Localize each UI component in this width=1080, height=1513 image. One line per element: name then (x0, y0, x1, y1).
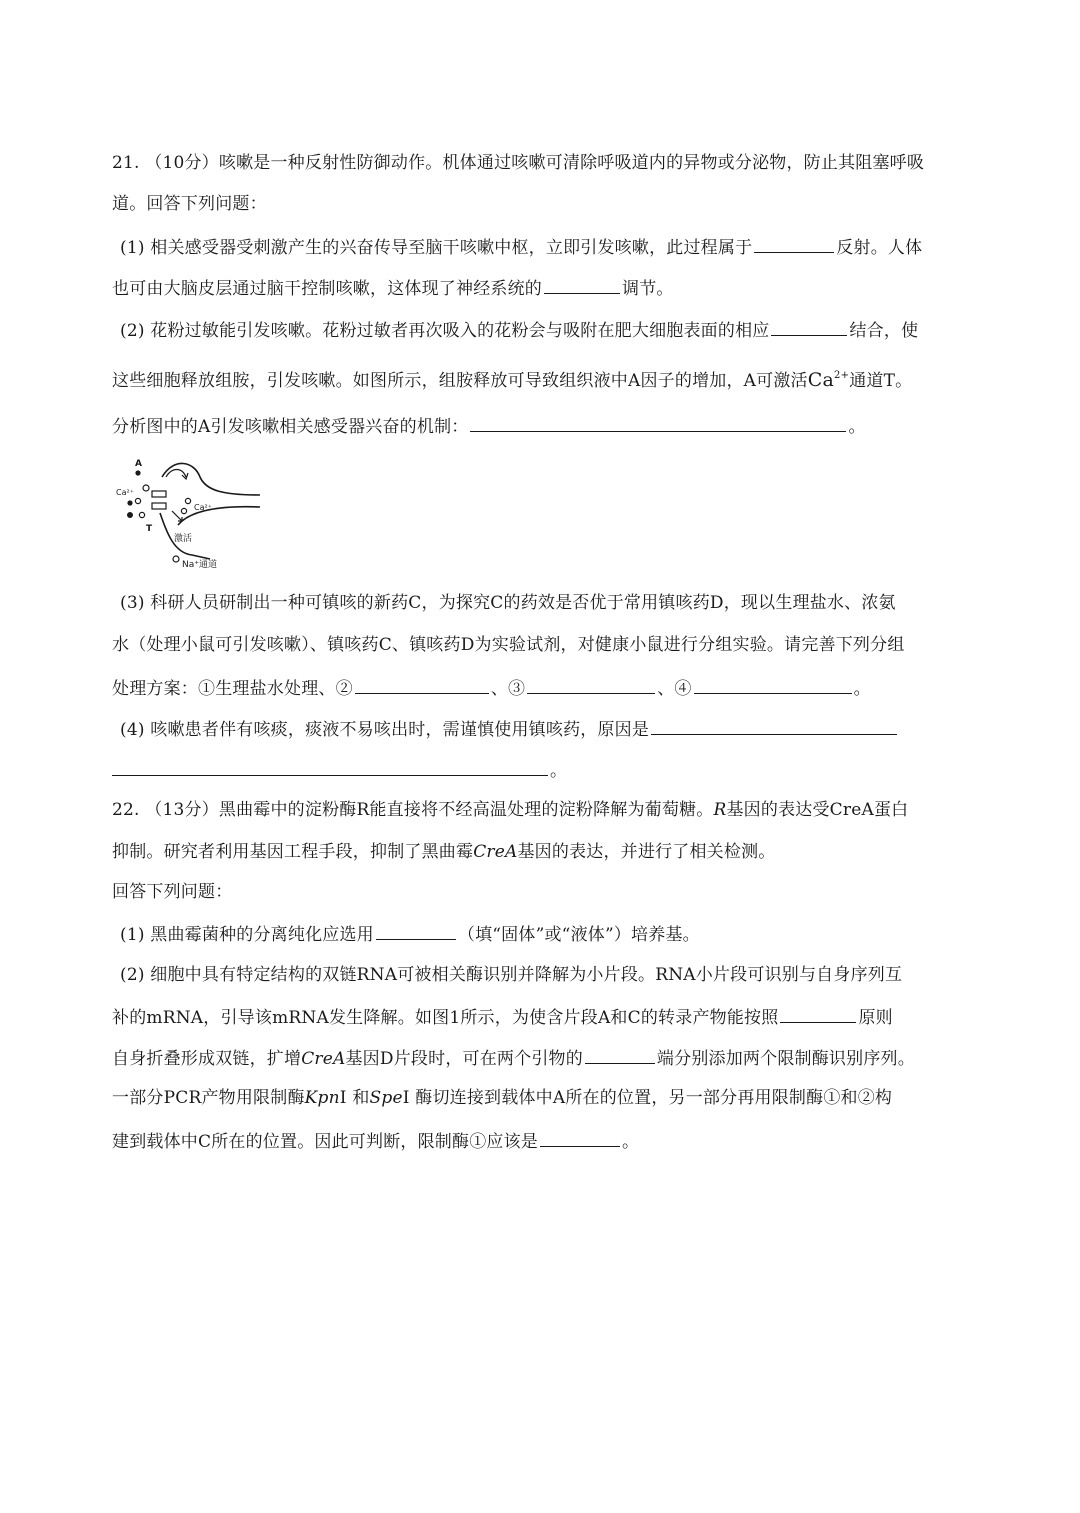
mechanism-diagram (112, 455, 272, 573)
gene-r-italic: R (713, 800, 727, 820)
q21-part3-text-c: 处理方案：①生理盐水处理、② (112, 679, 353, 699)
q22-part2-text-e2: 。 (622, 1132, 640, 1152)
q21-part4-text-b: 。 (550, 761, 568, 781)
q22-intro-text-1c: 基因的表达受CreA蛋白 (726, 800, 909, 820)
figure-label-ca-right: Ca²⁺ (194, 503, 212, 512)
answer-blank[interactable] (376, 921, 456, 940)
enzyme-spe-italic: Spe (369, 1088, 403, 1108)
q22-part1-text-a: (1) 黑曲霉菌种的分离纯化应选用 (120, 925, 374, 945)
calcium-ion (139, 512, 144, 517)
q21-intro-text-1: 21. （10分）咳嗽是一种反射性防御动作。机体通过咳嗽可清除呼吸道内的异物或分泌物，防止其阻塞呼吸 (112, 153, 925, 173)
q21-part3-line-3 (112, 675, 871, 701)
answer-blank[interactable] (470, 413, 846, 432)
receptor-mechanism-figure (112, 455, 272, 573)
calcium-ion (143, 485, 149, 491)
q22-intro-line-3 (112, 880, 232, 904)
q21-part2-text-d: 通道T。 (849, 371, 913, 391)
q22-intro-text-1a: 22. （13分）黑曲霉中的淀粉酶R能直接将不经高温处理的淀粉降解为葡萄糖。 (112, 800, 714, 820)
q21-part3-text-e: 、④ (657, 679, 692, 699)
calcium-symbol: Ca (807, 369, 835, 391)
q21-part4-line-2 (112, 757, 567, 783)
answer-blank[interactable] (651, 716, 897, 735)
figure-label-na-channel: Na⁺通道 (182, 560, 217, 570)
factor-a-particle (127, 500, 132, 505)
answer-blank[interactable] (112, 757, 548, 776)
calcium-charge: 2+ (834, 370, 850, 381)
q22-intro-line-2 (112, 840, 775, 864)
q22-intro-line-1 (112, 798, 908, 822)
membrane-upper (162, 463, 260, 495)
factor-a-particle (135, 470, 140, 475)
q21-part4-line-1 (120, 716, 899, 742)
q21-part2-line-1 (120, 317, 918, 343)
figure-label-ca-left: Ca²⁺ (116, 488, 134, 497)
figure-label-a: A (135, 459, 142, 469)
q21-part2-text-c: 这些细胞释放组胺，引发咳嗽。如图所示，组胺释放可导致组织液中A因子的增加，A可激活 (112, 371, 808, 391)
q22-part2-text-c3: 基因D片段时，可在两个引物的 (345, 1049, 583, 1069)
answer-blank[interactable] (754, 234, 834, 253)
q22-intro-text-3: 回答下列问题： (112, 882, 233, 902)
q21-part1-text-c: 也可由大脑皮层通过脑干控制咳嗽，这体现了神经系统的 (112, 279, 542, 299)
q21-part4-text-a: (4) 咳嗽患者伴有咳痰，痰液不易咳出时，需谨慎使用镇咳药，原因是 (120, 720, 650, 740)
q22-part2-line-3 (112, 1045, 915, 1071)
answer-blank[interactable] (355, 675, 489, 694)
q22-part2-line-5 (112, 1128, 639, 1154)
q22-part2-text-a: (2) 细胞中具有特定结构的双链RNA可被相关酶识别并降解为小片段。RNA小片段可识别与自身序列互 (120, 965, 903, 985)
q22-part2-text-b2: 原则 (858, 1008, 893, 1028)
q22-part1-text-b: （填“固体”或“液体”）培养基。 (457, 925, 700, 945)
q22-part2-line-4 (112, 1086, 892, 1110)
q21-part1-text-a: (1) 相关感受器受刺激产生的兴奋传导至脑干咳嗽中枢，立即引发咳嗽，此过程属于 (120, 238, 753, 258)
calcium-ion (185, 498, 190, 503)
calcium-ion (135, 498, 140, 503)
q22-part2-text-d3: Ⅰ 和 (339, 1088, 370, 1108)
membrane-inner (178, 507, 260, 525)
q21-part3-text-b: 水（处理小鼠可引发咳嗽）、镇咳药C、镇咳药D为实验试剂，对健康小鼠进行分组实验。请完善下列分组 (112, 635, 905, 655)
enzyme-kpn-italic: Kpn (304, 1088, 340, 1108)
q21-part3-text-f: 。 (853, 679, 871, 699)
q21-part1-line-1 (120, 234, 922, 260)
q22-part2-text-e1: 建到载体中C所在的位置。因此可判断，限制酶①应该是 (112, 1132, 539, 1152)
q21-intro-line-1 (112, 151, 924, 175)
q21-part3-line-1 (120, 591, 896, 615)
q21-part2-text-f: 。 (848, 417, 866, 437)
answer-blank[interactable] (585, 1045, 655, 1064)
q21-part2-text-e: 分析图中的A引发咳嗽相关感受器兴奋的机制： (112, 417, 469, 437)
channel-t-upper (152, 491, 166, 497)
figure-label-activate: 激活 (174, 534, 193, 544)
q21-part3-line-2 (112, 633, 905, 657)
q21-part1-line-2 (112, 275, 674, 301)
q21-part2-text-a: (2) 花粉过敏能引发咳嗽。花粉过敏者再次吸入的花粉会与吸附在肥大细胞表面的相应 (120, 321, 770, 341)
answer-blank[interactable] (527, 675, 655, 694)
q21-part3-text-d: 、③ (490, 679, 526, 699)
q22-part2-text-d5: Ⅰ 酶切连接到载体中A所在的位置，另一部分再用限制酶①和②构 (402, 1088, 893, 1108)
q21-intro-line-2 (112, 192, 267, 216)
gene-crea-italic: CreA (473, 842, 518, 862)
answer-blank[interactable] (540, 1128, 620, 1147)
q21-part2-line-3 (112, 413, 866, 439)
q22-part2-text-c4: 端分别添加两个限制酶识别序列。 (656, 1049, 915, 1069)
figure-label-t: T (146, 524, 153, 534)
q22-part1-line-1 (120, 921, 700, 947)
q22-part2-line-2 (112, 1004, 893, 1030)
answer-blank[interactable] (780, 1004, 856, 1023)
q22-part2-line-1 (120, 963, 902, 987)
q22-part2-text-c1: 自身折叠形成双链，扩增 (112, 1049, 302, 1069)
answer-blank[interactable] (544, 275, 620, 294)
q21-part2-line-2 (112, 368, 912, 393)
q21-part1-text-d: 调节。 (622, 279, 674, 299)
channel-t-lower (152, 503, 166, 509)
q22-part2-text-d1: 一部分PCR产物用限制酶 (112, 1088, 305, 1108)
factor-a-particle (127, 512, 133, 518)
q22-part2-text-b1: 补的mRNA，引导该mRNA发生降解。如图1所示，为使含片段A和C的转录产物能按照 (112, 1008, 779, 1028)
q21-part3-text-a: (3) 科研人员研制出一种可镇咳的新药C，为探究C的药效是否优于常用镇咳药D，现以生理盐水、浓氨 (120, 593, 896, 613)
calcium-ion (181, 508, 186, 513)
gene-crea-italic: CreA (301, 1049, 346, 1069)
q21-part2-text-b: 结合，使 (849, 321, 919, 341)
answer-blank[interactable] (771, 317, 847, 336)
q22-intro-text-2c: 基因的表达，并进行了相关检测。 (517, 842, 776, 862)
q21-part1-text-b: 反射。人体 (836, 238, 923, 258)
answer-blank[interactable] (694, 675, 852, 694)
q21-intro-text-2: 道。回答下列问题： (112, 194, 267, 214)
arrow-activate (172, 511, 182, 521)
sodium-channel-icon (173, 556, 179, 562)
q22-intro-text-2a: 抑制。研究者利用基因工程手段，抑制了黑曲霉 (112, 842, 474, 862)
